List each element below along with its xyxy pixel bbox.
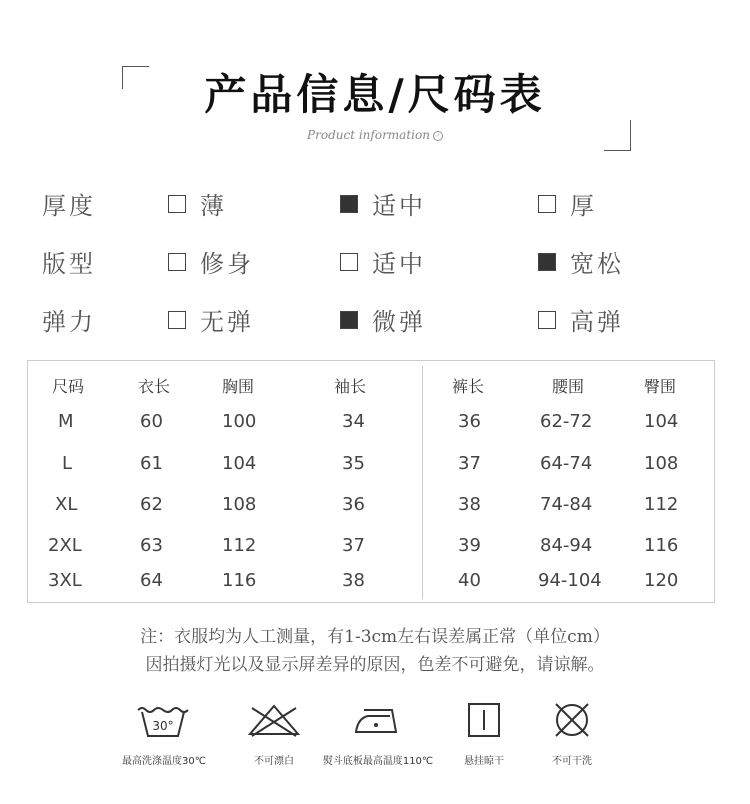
wash-30-icon xyxy=(136,700,190,740)
page-subtitle xyxy=(0,128,750,142)
table-cell: 35 xyxy=(342,453,365,474)
option-no-stretch xyxy=(168,302,254,337)
care-label-no-dry-clean: 不可干洗 xyxy=(552,756,592,767)
option-label: 高弹 xyxy=(570,308,624,336)
table-cell: 34 xyxy=(342,411,365,432)
option-label: 适中 xyxy=(372,250,426,278)
option-slight-stretch xyxy=(340,302,426,337)
table-cell: 40 xyxy=(458,570,481,591)
header-waist: 腰围 xyxy=(552,377,585,396)
iron-icon xyxy=(352,700,404,740)
option-thin xyxy=(168,186,227,221)
table-cell: 62-72 xyxy=(540,411,593,432)
checkbox-thin xyxy=(168,195,186,213)
table-cell: 63 xyxy=(140,535,163,556)
table-cell: 61 xyxy=(140,453,163,474)
option-label: 宽松 xyxy=(570,250,624,278)
header-pants-length: 裤长 xyxy=(452,377,485,396)
attr-label-thickness: 厚度 xyxy=(42,192,96,220)
wash-temp-symbol: 30° xyxy=(152,719,174,733)
table-cell: 2XL xyxy=(48,535,82,556)
header-length: 衣长 xyxy=(138,377,171,396)
option-loose xyxy=(538,244,624,279)
option-thick xyxy=(538,186,597,221)
note-color-difference: 因拍摄灯光以及显示屏差异的原因，色差不可避免，请谅解。 xyxy=(145,655,605,675)
option-label: 修身 xyxy=(200,250,254,278)
table-cell: 60 xyxy=(140,411,163,432)
table-cell: 108 xyxy=(222,494,257,515)
checkbox-loose xyxy=(538,253,556,271)
table-cell: 36 xyxy=(458,411,481,432)
checkbox-slim xyxy=(168,253,186,271)
table-cell: 39 xyxy=(458,535,481,556)
table-cell: 36 xyxy=(342,494,365,515)
table-cell: 112 xyxy=(222,535,257,556)
hang-dry-icon xyxy=(466,700,502,740)
table-cell: M xyxy=(58,411,74,432)
size-table-divider xyxy=(422,366,423,599)
table-cell: 112 xyxy=(644,494,679,515)
note-measurement: 注：衣服均为人工测量，有1-3cm左右误差属正常（单位cm） xyxy=(140,627,610,647)
option-label: 无弹 xyxy=(200,308,254,336)
table-cell: 108 xyxy=(644,453,679,474)
header-sleeve: 袖长 xyxy=(334,377,367,396)
attr-label-fit: 版型 xyxy=(42,250,96,278)
table-cell: 64-74 xyxy=(540,453,593,474)
table-cell: 38 xyxy=(458,494,481,515)
attr-label-elasticity: 弹力 xyxy=(42,308,96,336)
subtitle-text: Product information xyxy=(307,128,430,142)
no-dry-clean-icon xyxy=(552,700,592,740)
header-hip: 臀围 xyxy=(644,377,677,396)
table-cell: L xyxy=(62,453,73,474)
header-size: 尺码 xyxy=(52,377,85,396)
checkbox-medium-thickness xyxy=(340,195,358,213)
care-label-wash: 最高洗涤温度30℃ xyxy=(122,756,206,767)
care-label-iron: 熨斗底板最高温度110℃ xyxy=(322,756,434,767)
table-cell: 100 xyxy=(222,411,257,432)
table-cell: 64 xyxy=(140,570,163,591)
header-chest: 胸围 xyxy=(222,377,255,396)
checkbox-high-stretch xyxy=(538,311,556,329)
table-cell: 84-94 xyxy=(540,535,593,556)
no-bleach-icon xyxy=(246,700,302,740)
option-high-stretch xyxy=(538,302,624,337)
page-title: 产品信息/尺码表 xyxy=(204,70,546,119)
option-slim xyxy=(168,244,254,279)
table-cell: 37 xyxy=(342,535,365,556)
table-cell: 94-104 xyxy=(538,570,602,591)
table-cell: 3XL xyxy=(48,570,82,591)
table-cell: XL xyxy=(55,494,78,515)
option-label: 微弹 xyxy=(372,308,426,336)
option-label: 厚 xyxy=(570,192,597,220)
checkbox-slight-stretch xyxy=(340,311,358,329)
care-label-hang-dry: 悬挂晾干 xyxy=(464,756,504,767)
care-label-no-bleach: 不可漂白 xyxy=(254,756,294,767)
option-medium-thickness xyxy=(340,186,426,221)
table-cell: 104 xyxy=(222,453,257,474)
checkbox-thick xyxy=(538,195,556,213)
table-cell: 116 xyxy=(222,570,257,591)
table-cell: 120 xyxy=(644,570,679,591)
option-label: 适中 xyxy=(372,192,426,220)
arrow-circle-icon: › xyxy=(433,131,443,141)
table-cell: 62 xyxy=(140,494,163,515)
table-cell: 38 xyxy=(342,570,365,591)
checkbox-regular-fit xyxy=(340,253,358,271)
table-cell: 104 xyxy=(644,411,679,432)
table-cell: 37 xyxy=(458,453,481,474)
table-cell: 74-84 xyxy=(540,494,593,515)
checkbox-no-stretch xyxy=(168,311,186,329)
option-regular-fit xyxy=(340,244,426,279)
table-cell: 116 xyxy=(644,535,679,556)
option-label: 薄 xyxy=(200,192,227,220)
size-table xyxy=(27,360,715,603)
